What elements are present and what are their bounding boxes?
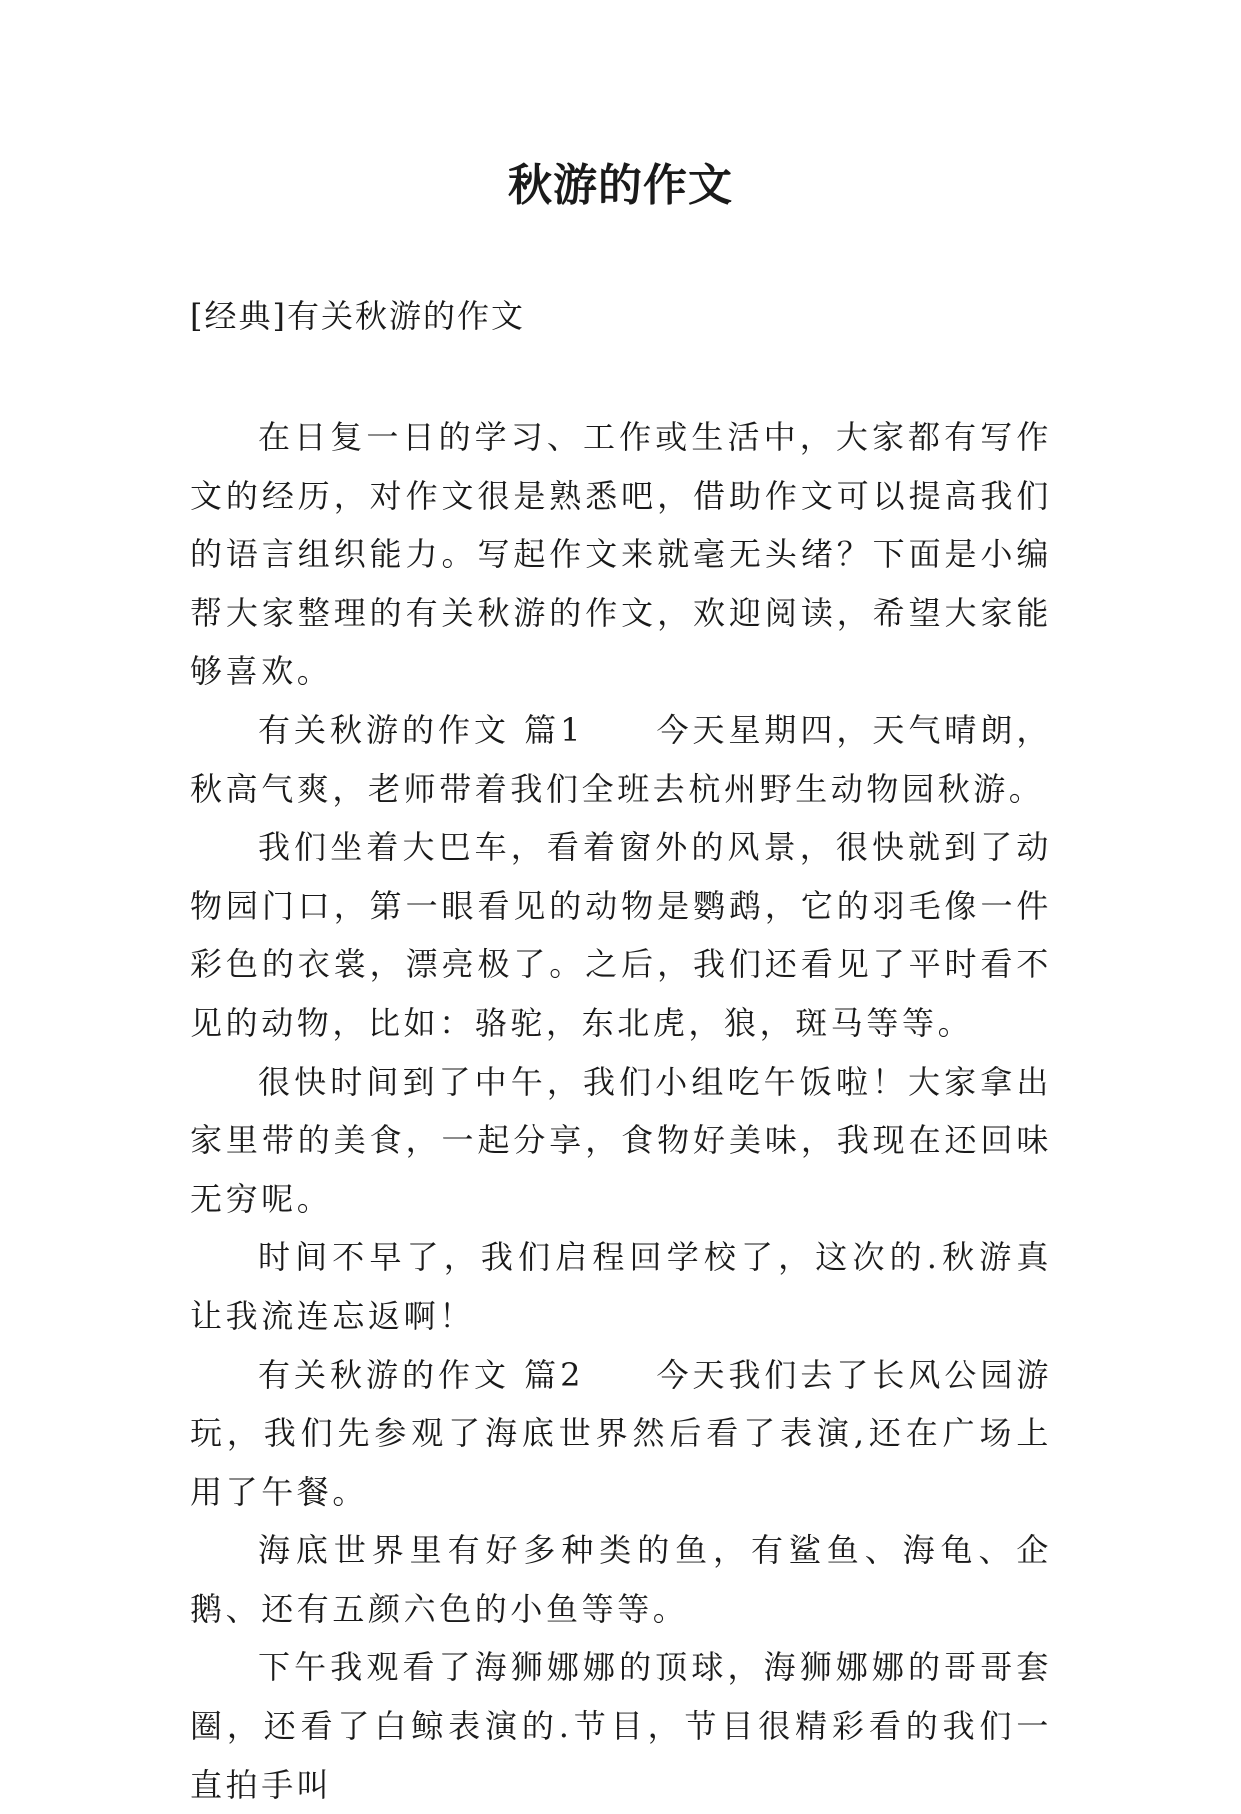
paragraph-essay1-lunch: 很快时间到了中午，我们小组吃午饭啦！大家拿出家里带的美食，一起分享，食物好美味，我现在还回味无穷呢。 — [190, 1062, 1052, 1218]
document-subtitle: [经典]有关秋游的作文 — [190, 297, 525, 335]
paragraph-intro: 在日复一日的学习、工作或生活中，大家都有写作文的经历，对作文很是熟悉吧，借助作文可以提高我们的语言组织能力。写起作文来就毫无头绪？下面是小编帮大家整理的有关秋游的作文，欢迎阅读，希望大家能够喜欢。 — [190, 418, 1052, 691]
document-body — [190, 408, 1052, 1814]
paragraph-essay1-heading: 有关秋游的作文 篇1 今天星期四，天气晴朗，秋高气爽，老师带着我们全班去杭州野生动物园秋游。 — [190, 710, 1052, 808]
paragraph-essay1-return: 时间不早了，我们启程回学校了，这次的.秋游真让我流连忘返啊！ — [190, 1238, 1052, 1335]
paragraph-essay1-zoo: 我们坐着大巴车，看着窗外的风景，很快就到了动物园门口，第一眼看见的动物是鹦鹉，它的羽毛像一件彩色的衣裳，漂亮极了。之后，我们还看见了平时看不见的动物，比如：骆驼，东北虎，狼，斑马等等。 — [190, 828, 1052, 1042]
paragraph-essay2-heading: 有关秋游的作文 篇2 今天我们去了长风公园游玩，我们先参观了海底世界然后看了表演,还在广场上用了午餐。 — [190, 1355, 1052, 1511]
paragraph-essay2-show: 下午我观看了海狮娜娜的顶球，海狮娜娜的哥哥套圈，还看了白鲸表演的.节目，节目很精彩看的我们一直拍手叫 — [190, 1648, 1052, 1804]
paragraph-essay2-aquarium: 海底世界里有好多种类的鱼，有鲨鱼、海龟、企鹅、还有五颜六色的小鱼等等。 — [190, 1531, 1052, 1628]
document-title: 秋游的作文 — [508, 160, 733, 211]
